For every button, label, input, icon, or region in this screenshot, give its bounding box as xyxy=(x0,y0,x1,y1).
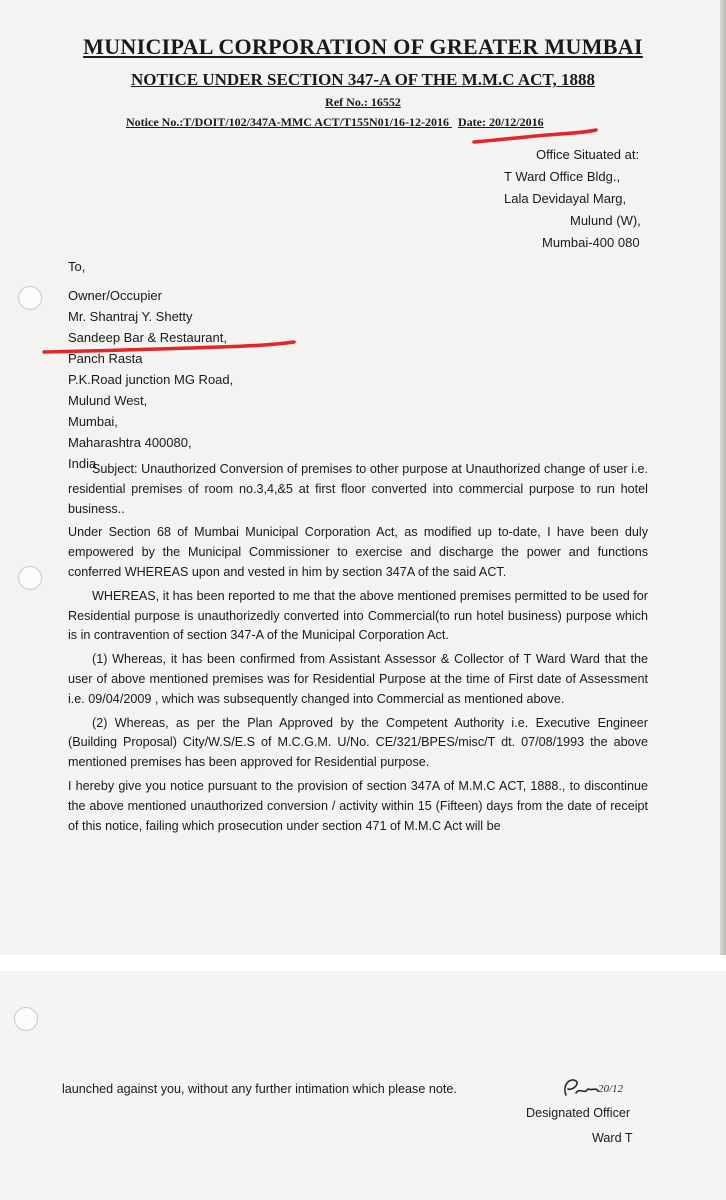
notice-body xyxy=(68,460,648,840)
recipient-address xyxy=(68,256,233,474)
office-label: Office Situated at: xyxy=(536,147,640,162)
recipient-line: Panch Rasta xyxy=(68,351,143,366)
notice-date: Date: 20/12/2016 xyxy=(457,115,544,129)
plan-paragraph: (2) Whereas, as per the Plan Approved by the Competent Authority i.e. Executive Engineer (Building Proposal) City/W.S/E.S of M.C.G.M. U/No. CE/321/BPES/misc/T dt. 07/08/1993 the above mentioned premises has been approved for Residential purpose. xyxy=(68,715,648,770)
notice-page-2 xyxy=(0,971,726,1200)
subject-paragraph: Subject: Unauthorized Conversion of premises to other purpose at Unauthorized change of user i.e. residential premises of room no.3,4,&5 at first floor converted into commercial purpose to run hotel business.. xyxy=(68,462,648,516)
notice-paragraph: I hereby give you notice pursuant to the provision of section 347A of M.M.C ACT, 1888., to discontinue the above mentioned unauthorized conversion / activity within 15 (Fifteen) days from the date of receipt of this notice, failing which prosecution under section 471 of M.M.C Act will be xyxy=(68,778,648,833)
reference-number: Ref No.: 16552 xyxy=(325,95,401,109)
office-line: Lala Devidayal Marg, xyxy=(504,191,627,206)
svg-text:20/12: 20/12 xyxy=(598,1083,624,1095)
recipient-line: India xyxy=(68,456,97,471)
officer-signature xyxy=(558,1073,638,1103)
address-highlight-mark xyxy=(40,338,300,358)
punch-hole xyxy=(18,286,42,310)
notice-heading: NOTICE UNDER SECTION 347-A OF THE M.M.C ACT, 1888 xyxy=(131,70,595,89)
authority-paragraph: Under Section 68 of Mumbai Municipal Corporation Act, as modified up to-date, I have been duly empowered by the Municipal Commissioner to exercise and discharge the power and functions conferred WHEREAS upon and vested in him by section 347A of the said ACT. xyxy=(68,525,648,579)
continuation-text: launched against you, without any further intimation which please note. xyxy=(62,1082,457,1096)
notice-number: Notice No.:T/DOIT/102/347A-MMC ACT/T155N01/16-12-2016 xyxy=(126,115,449,129)
corporation-title: MUNICIPAL CORPORATION OF GREATER MUMBAI xyxy=(83,34,643,59)
recipient-line: P.K.Road junction MG Road, xyxy=(68,372,234,387)
office-line: T Ward Office Bldg., xyxy=(504,169,621,184)
recipient-line: Maharashtra 400080, xyxy=(68,435,192,450)
recipient-line: Mr. Shantraj Y. Shetty xyxy=(68,309,193,324)
assessment-paragraph: (1) Whereas, it has been confirmed from Assistant Assessor & Collector of T Ward Ward that the user of above mentioned premises was for Residential Purpose at the time of First date of Assessment i.e. 09/04/2009 , which was subsequently changed into Commercial as mentioned above. xyxy=(68,652,648,706)
recipient-line: Mumbai, xyxy=(68,414,118,429)
office-line: Mulund (W), xyxy=(570,213,641,228)
designated-officer-label: Designated Officer xyxy=(526,1106,631,1120)
page-gap xyxy=(0,955,726,971)
recipient-line: Owner/Occupier xyxy=(68,288,162,303)
recipient-line: Mulund West, xyxy=(68,393,148,408)
punch-hole xyxy=(14,1007,38,1031)
office-line: Mumbai-400 080 xyxy=(542,235,640,250)
recipient-line: Sandeep Bar & Restaurant, xyxy=(68,330,227,345)
ward-label: Ward T xyxy=(592,1131,633,1145)
salutation: To, xyxy=(68,259,86,274)
office-address xyxy=(500,144,700,254)
punch-hole xyxy=(18,566,42,590)
whereas-paragraph: WHEREAS, it has been reported to me that the above mentioned premises permitted to be used for Residential purpose is unauthorizedly converted into Commercial(to run hotel business) purpose which is in contravention of section 347-A of the Municipal Corporation Act. xyxy=(68,588,648,643)
